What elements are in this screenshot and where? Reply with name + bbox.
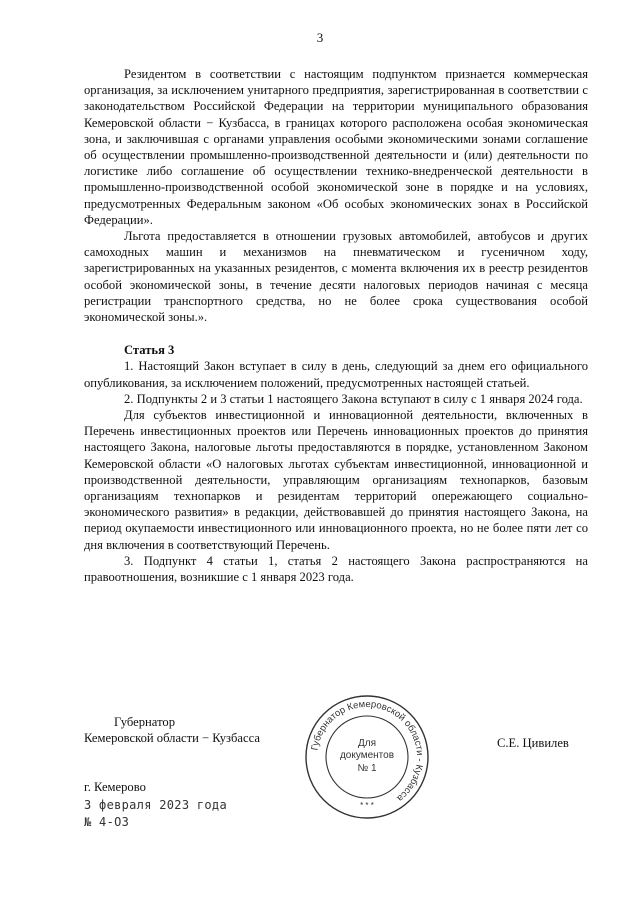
stamp-center-line3: № 1	[357, 763, 377, 774]
governor-title: Губернатор	[114, 715, 175, 729]
paragraph-point-1: 1. Настоящий Закон вступает в силу в день, следующий за днем его официального опубликования, за исключением положений, предусмотренных настоящей статьей.	[84, 359, 588, 390]
official-stamp	[303, 693, 431, 821]
article-heading: Статья 3	[124, 343, 175, 358]
paragraph-resident-definition: Резидентом в соответствии с настоящим подпунктом признается коммерческая организация, за исключением унитарного предприятия, зарегистрированная в соответствии с законодательством Российской Федерации на территории муниципального образования Кемеровской области − Кузбасса, в границах которого расположена особая экономическая зона, и заключившая с органами управления особыми экономическими зонами соглашение об осуществлении промышленно-производственной деятельности и (или) деятельности по логистике либо соглашение об осуществлении технико-внедренческой деятельности в промышленно-производственной особой экономической зоне в порядке и на условиях, предусмотренных Федеральным законом «Об особых экономических зонах в Российской Федерации».	[84, 67, 588, 227]
stamp-stars: * * *	[360, 801, 374, 810]
document-body	[84, 66, 588, 585]
law-number: № 4-ОЗ	[84, 815, 130, 829]
paragraph-investment-subjects: Для субъектов инвестиционной и инновационной деятельности, включенных в Перечень инвестиционных проектов или Перечень инновационных проектов до принятия настоящего Закона, налоговые льготы предоставляются в порядке, установленном Законом Кемеровской области «О налоговых льготах субъектам инвестиционной, инновационной и производственной деятельности, управляющим организациям технопарков, базовым организациям технопарков и резидентам территорий опережающего социально-экономического развития» в редакции, действовавшей до принятия настоящего Закона, на период окупаемости инвестиционного или инновационного проекта, но не более пяти лет со дня включения в соответствующий Перечень.	[84, 408, 588, 552]
stamp-ring-text: Губернатор Кемеровской области - Кузбасса	[309, 698, 426, 804]
paragraph-benefit: Льгота предоставляется в отношении грузовых автомобилей, автобусов и других самоходных машин и механизмов на пневматическом и гусеничном ходу, зарегистрированных на указанных резидентов, с момента включения их в реестр резидентов особой экономической зоны, в течение десяти налоговых периодов начиная с месяца регистрации транспортного средства, но не более срока существования особой экономической зоны.».	[84, 229, 588, 325]
signature-title	[84, 714, 260, 746]
stamp-center-line2: документов	[339, 750, 395, 761]
signer-name: С.Е. Цивилев	[497, 736, 569, 750]
place: г. Кемерово	[84, 780, 146, 794]
region-title: Кемеровской области − Кузбасса	[84, 731, 260, 745]
paragraph-point-2: 2. Подпункты 2 и 3 статьи 1 настоящего Закона вступают в силу с 1 января 2024 года.	[124, 391, 583, 406]
stamp-center-line1: Для	[357, 738, 377, 749]
paragraph-point-3: 3. Подпункт 4 статьи 1, статья 2 настоящего Закона распространяются на правоотношения, возникшие с 1 января 2023 года.	[84, 553, 588, 585]
law-date: 3 февраля 2023 года	[84, 798, 227, 812]
page-number: 3	[316, 30, 324, 45]
